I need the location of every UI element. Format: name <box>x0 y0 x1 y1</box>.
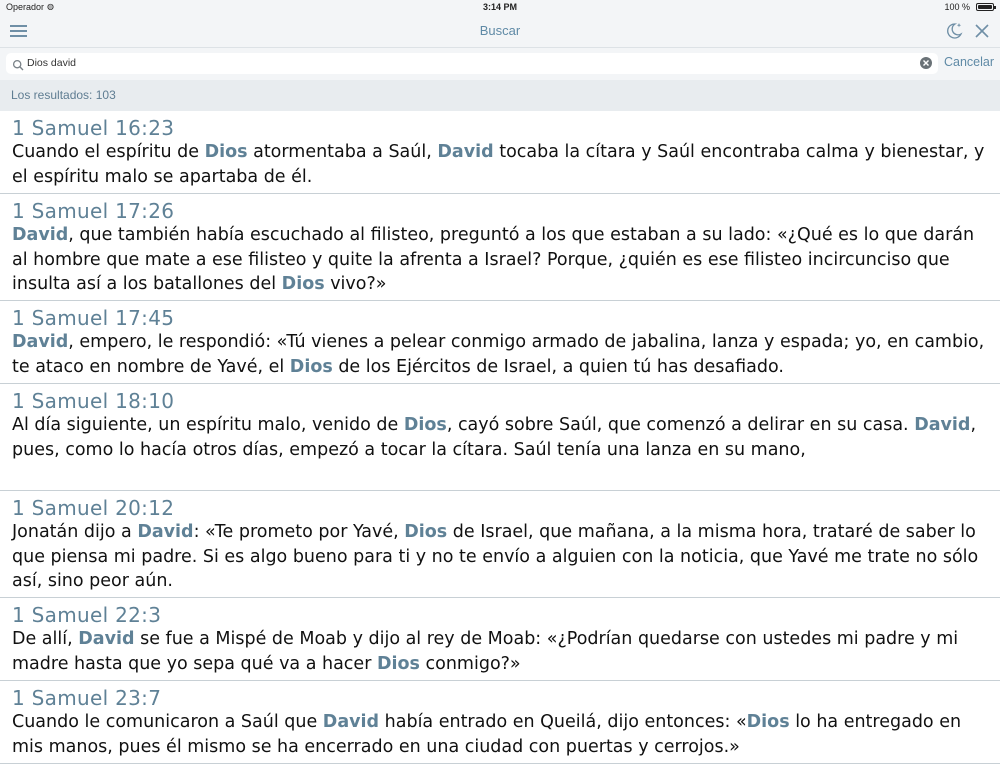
result-item[interactable] <box>0 301 1000 384</box>
verse-reference: 1 Samuel 18:10 <box>12 389 175 413</box>
verse-reference: 1 Samuel 17:45 <box>12 306 175 330</box>
verse-segment: Al día siguiente, un espíritu malo, venido de <box>12 415 404 435</box>
results-count: Los resultados: 103 <box>11 88 116 102</box>
status-time: 3:14 PM <box>482 2 517 12</box>
search-bar <box>0 48 1000 80</box>
result-item[interactable] <box>0 384 1000 491</box>
results-list <box>0 111 1000 764</box>
clear-search-icon[interactable] <box>920 57 932 69</box>
verse-segment: De allí, <box>12 629 79 649</box>
highlighted-term: David <box>78 629 135 649</box>
battery-icon <box>976 3 994 11</box>
verse-reference: 1 Samuel 22:3 <box>12 603 162 627</box>
page-title: Buscar <box>479 23 521 38</box>
search-icon <box>12 57 25 70</box>
verse-segment: se fue a Mispé de Moab y dijo al rey de Moab: «¿Podrían quedarse con ustedes mi padre y mi madre hasta que yo sepa qué va a hacer <box>12 629 959 674</box>
result-item[interactable] <box>0 111 1000 194</box>
verse-segment: Jonatán dijo a <box>12 522 138 542</box>
verse-segment: atormentaba a Saúl, <box>247 142 438 162</box>
highlighted-term: David <box>12 332 69 352</box>
result-item[interactable] <box>0 598 1000 681</box>
highlighted-term: David <box>914 415 971 435</box>
verse-segment: conmigo?» <box>419 653 521 674</box>
verse-segment: , que también había escuchado al filisteo, preguntó a los que estaban a su lado: «¿Qué es lo que darán al hombre que mate a ese filisteo y quite la afrenta a Israel? Porque, ¿quién es ese filisteo incircunciso que insulta así a los batallones del <box>12 225 975 294</box>
verse-segment: de Israel, que mañana, a la misma hora, trataré de saber lo que piensa mi padre. Si es algo bueno para ti y no te envío a alguien con la noticia, que Yavé me trate no sólo así, sino peor aún. <box>12 522 979 591</box>
highlighted-term: Dios <box>289 356 333 377</box>
verse-text <box>12 520 988 594</box>
verse-segment: : «Te prometo por Yavé, <box>193 522 405 542</box>
verse-text <box>12 223 988 297</box>
highlighted-term: David <box>12 225 69 245</box>
verse-reference: 1 Samuel 16:23 <box>12 116 175 140</box>
night-mode-icon[interactable] <box>944 21 964 41</box>
verse-segment: Cuando el espíritu de <box>12 142 205 162</box>
highlighted-term: David <box>437 142 494 162</box>
search-query[interactable]: Dios david <box>27 57 77 69</box>
close-icon[interactable] <box>972 21 992 41</box>
highlighted-term: David <box>137 522 194 542</box>
status-bar <box>0 0 1000 14</box>
highlighted-term: Dios <box>204 142 248 162</box>
verse-segment: tocaba la cítara y Saúl encontraba calma y bienestar, y el espíritu malo se apartaba de él. <box>12 142 985 187</box>
verse-text <box>12 413 988 462</box>
highlighted-term: Dios <box>403 415 447 435</box>
verse-segment: , cayó sobre Saúl, que comenzó a delirar en su casa. <box>446 415 915 435</box>
wifi-icon: ◍ <box>47 2 54 11</box>
result-item[interactable] <box>0 491 1000 598</box>
cancel-button[interactable]: Cancelar <box>944 55 995 69</box>
verse-text <box>12 710 988 759</box>
verse-segment: , pues, como lo hacía otros días, empezó a tocar la cítara. Saúl tenía una lanza en su mano, <box>12 415 977 460</box>
highlighted-term: Dios <box>746 712 790 732</box>
carrier-label: Operador <box>6 2 45 12</box>
verse-text <box>12 627 988 676</box>
verse-segment: había entrado en Queilá, dijo entonces: « <box>379 712 747 732</box>
verse-text <box>12 330 988 379</box>
results-count-bar <box>0 80 1000 111</box>
verse-reference: 1 Samuel 20:12 <box>12 496 175 520</box>
verse-reference: 1 Samuel 17:26 <box>12 199 175 223</box>
battery-percent: 100 % <box>944 2 970 12</box>
result-item[interactable] <box>0 194 1000 301</box>
result-item[interactable] <box>0 681 1000 764</box>
verse-segment: , empero, le respondió: «Tú vienes a pelear conmigo armado de jabalina, lanza y espada; yo, en cambio, te ataco en nombre de Yavé, el <box>12 332 985 377</box>
highlighted-term: Dios <box>404 522 448 542</box>
nav-bar <box>0 14 1000 48</box>
verse-segment: vivo?» <box>324 274 387 294</box>
verse-segment: lo ha entregado en mis manos, pues él mismo se ha encerrado en una ciudad con puertas y cerrojos.» <box>12 712 962 757</box>
verse-segment: de los Ejércitos de Israel, a quien tú has desafiado. <box>332 356 784 377</box>
highlighted-term: David <box>322 712 380 732</box>
verse-segment: Cuando le comunicaron a Saúl que <box>12 712 323 732</box>
verse-text <box>12 140 988 189</box>
verse-reference: 1 Samuel 23:7 <box>12 686 162 710</box>
search-input[interactable] <box>6 53 938 74</box>
highlighted-term: Dios <box>281 274 325 294</box>
highlighted-term: Dios <box>376 653 420 674</box>
